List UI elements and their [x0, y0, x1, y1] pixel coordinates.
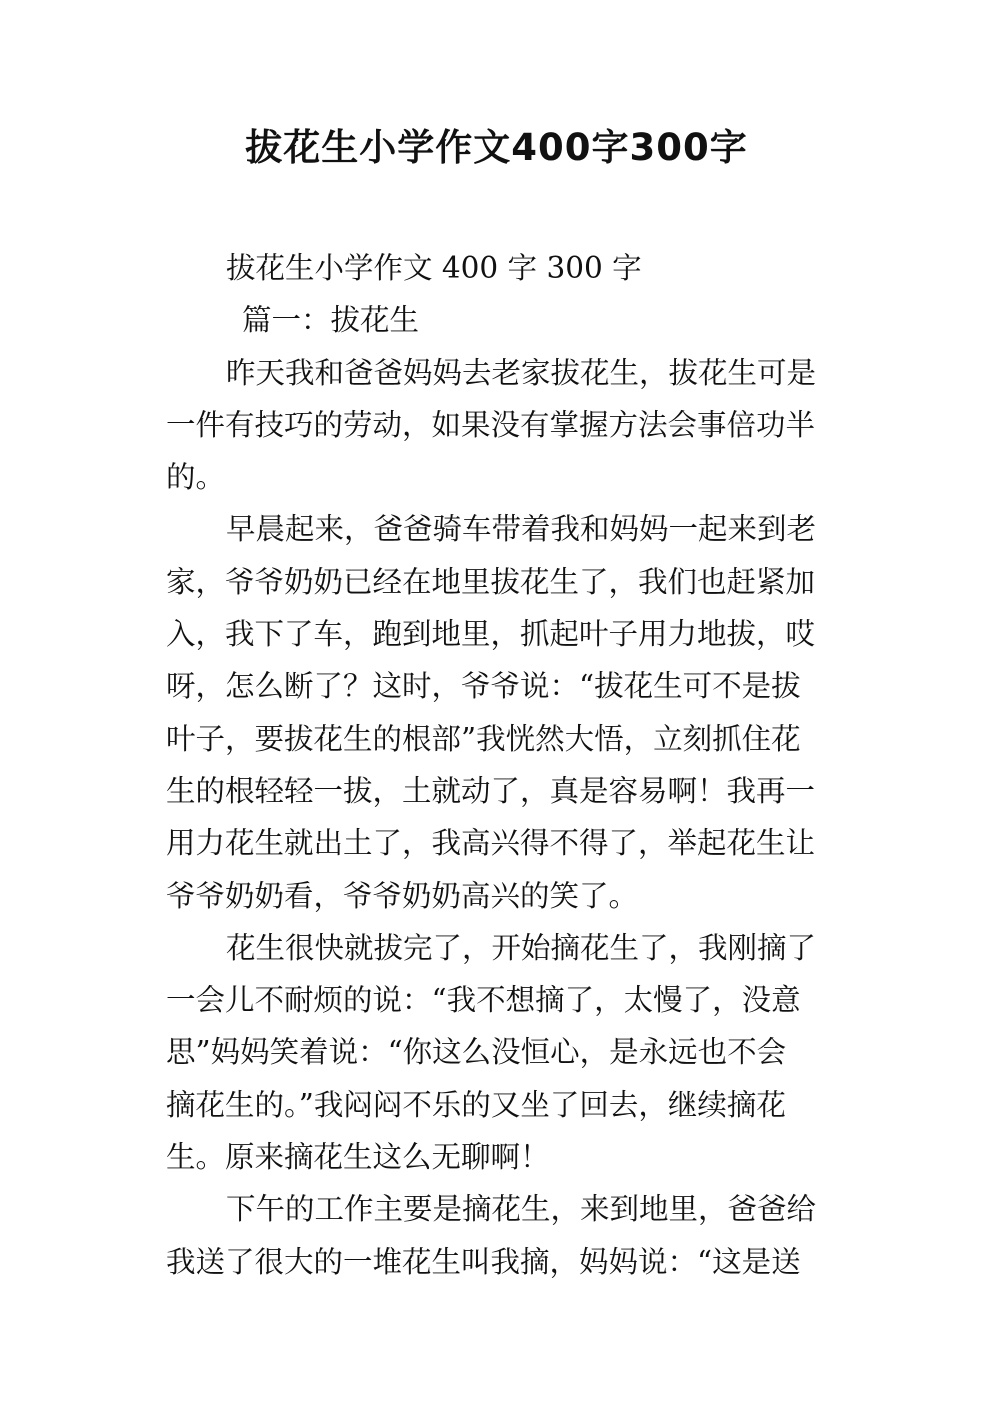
paragraph-line: 花生很快就拔完了，开始摘花生了，我刚摘了 — [226, 930, 817, 965]
paragraph-line: 叶子，要拔花生的根部”我恍然大悟，立刻抓住花 — [166, 721, 801, 756]
paragraph-line: 生。原来摘花生这么无聊啊！ — [166, 1140, 550, 1175]
section-heading: 篇一：拔花生 — [242, 303, 420, 338]
subtitle-line: 拔花生小学作文 400 字 300 字 — [226, 251, 642, 285]
paragraph-line: 家，爷爷奶奶已经在地里拔花生了，我们也赶紧加 — [166, 564, 816, 599]
paragraph-line: 爷爷奶奶看，爷爷奶奶高兴的笑了。 — [166, 878, 639, 913]
paragraph-line: 思”妈妈笑着说：“你这么没恒心，是永远也不会 — [166, 1035, 787, 1070]
paragraph-line: 用力花生就出土了，我高兴得不得了，举起花生让 — [166, 826, 816, 861]
paragraph-line: 昨天我和爸爸妈妈去老家拔花生，拔花生可是 — [226, 355, 817, 390]
paragraph-line: 一件有技巧的劳动，如果没有掌握方法会事倍功半 — [166, 407, 816, 442]
paragraph-line: 的。 — [166, 460, 226, 495]
paragraph-line: 摘花生的。”我闷闷不乐的又坐了回去，继续摘花 — [166, 1087, 786, 1122]
paragraph-line: 下午的工作主要是摘花生，来到地里，爸爸给 — [226, 1192, 817, 1227]
paragraph-line: 呀，怎么断了？这时，爷爷说：“拔花生可不是拔 — [166, 669, 801, 704]
document-body — [166, 242, 826, 1288]
paragraph-line: 入，我下了车，跑到地里，抓起叶子用力地拔，哎 — [166, 617, 816, 652]
document-title: 拔花生小学作文400字300字 — [245, 126, 748, 169]
paragraph-line: 生的根轻轻一拔，土就动了，真是容易啊！我再一 — [166, 773, 816, 808]
paragraph-line: 我送了很大的一堆花生叫我摘，妈妈说：“这是送 — [166, 1244, 801, 1279]
paragraph-line: 一会儿不耐烦的说：“我不想摘了，太慢了，没意 — [166, 983, 801, 1018]
paragraph-line: 早晨起来，爸爸骑车带着我和妈妈一起来到老 — [226, 512, 817, 547]
